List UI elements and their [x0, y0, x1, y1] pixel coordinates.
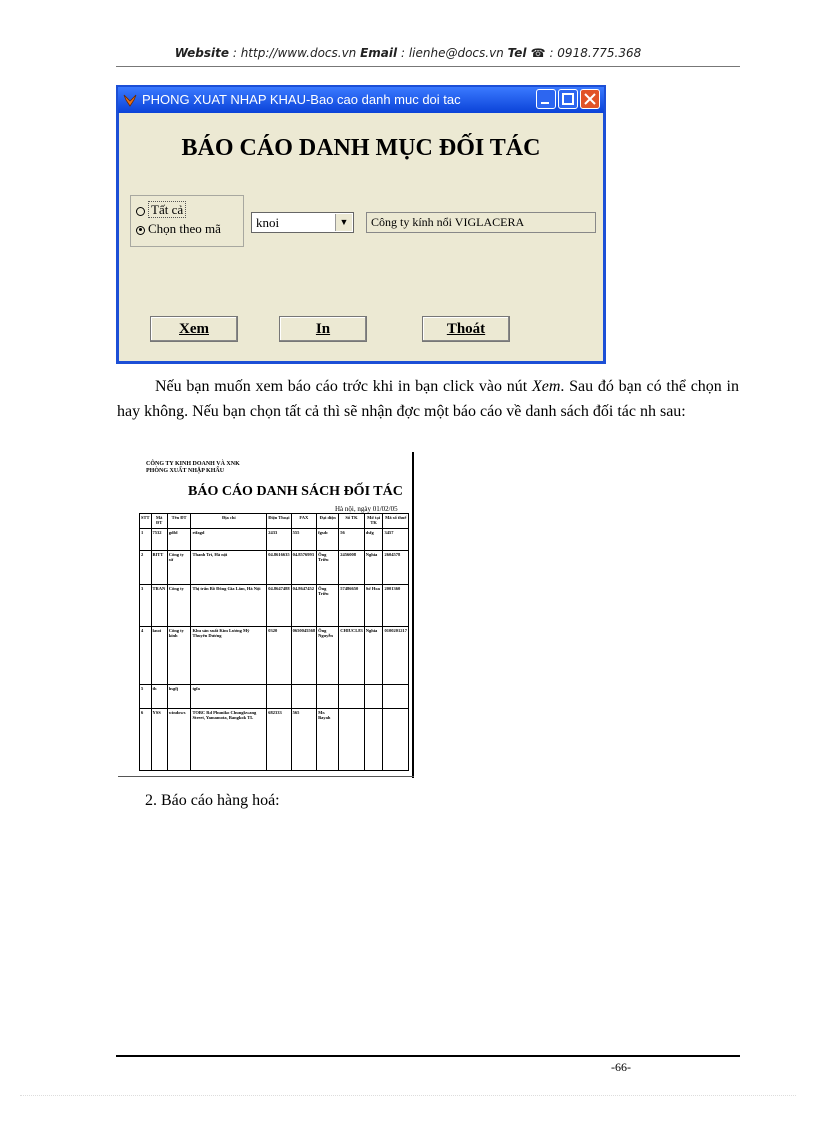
view-button-label: Xem [179, 321, 209, 337]
report-cell: 56 [339, 529, 365, 551]
report-cell: Công ty [167, 585, 191, 627]
phone-icon: ☎ [526, 46, 546, 60]
report-cell: fgsdc [317, 529, 339, 551]
report-cell: 2001360 [383, 585, 409, 627]
report-cell: 04.8616635 [267, 551, 291, 585]
report-cell: 7532 [151, 529, 167, 551]
report-column-header: Số TK [339, 514, 365, 529]
report-cell: 04.8647452 [291, 585, 317, 627]
report-cell: gdfd [167, 529, 191, 551]
partner-code-value: knoi [256, 215, 280, 230]
report-cell [317, 685, 339, 709]
option-by-code[interactable] [136, 221, 221, 237]
report-cell: 0650045568 [291, 627, 317, 685]
window-heading: BÁO CÁO DANH MỤC ĐỐI TÁC [181, 135, 541, 161]
window-title: PHONG XUAT NHAP KHAU-Bao cao danh muc doi tac [142, 92, 461, 107]
report-column-header: Tên ĐT [167, 514, 191, 529]
option-all-label: Tất cả [148, 201, 186, 218]
chevron-down-icon[interactable]: ▼ [335, 214, 352, 231]
page-header [0, 46, 816, 60]
report-cell: 2 [140, 551, 152, 585]
exit-button-label: Thoát [446, 321, 486, 337]
report-table [139, 513, 409, 771]
report-cell: Thanh Trì, Hà nội [191, 551, 267, 585]
report-row [140, 585, 409, 627]
report-cell: Sở Hoa [364, 585, 383, 627]
report-column-header: Điện Thoại [267, 514, 291, 529]
report-cell [364, 709, 383, 771]
report-cell: 04.8576993 [291, 551, 317, 585]
report-cell [339, 709, 365, 771]
report-column-header: Mã ĐT [151, 514, 167, 529]
report-cell: Ông Nguyễn [317, 627, 339, 685]
report-cell [383, 685, 409, 709]
maximize-button[interactable] [558, 89, 578, 109]
radio-by-code[interactable] [136, 226, 145, 235]
report-column-header: Mở tại TK [364, 514, 383, 529]
report-column-header: Địa chỉ [191, 514, 267, 529]
section-heading: 2. Báo cáo hàng hoá: [145, 792, 280, 809]
report-column-header: Mã số thuế [383, 514, 409, 529]
report-cell: 2456008 [339, 551, 365, 585]
report-cell: 4 [140, 627, 152, 685]
partner-code-select[interactable] [251, 212, 354, 233]
website-label: Website [174, 46, 230, 60]
report-cell: 3457 [383, 529, 409, 551]
report-cell: 1 [140, 529, 152, 551]
app-icon [122, 92, 138, 108]
report-cell: Mr. Bayah [317, 709, 339, 771]
exit-button[interactable] [422, 316, 510, 342]
report-row [140, 627, 409, 685]
paragraph-part2: . Sau đó bạn có thể chọn in hay không. Nếu bạn chọn tất cả thì sẽ nhận đợc một báo cáo về danh sách đối tác nh sau: [117, 378, 740, 420]
report-cell: 565 [291, 709, 317, 771]
report-cell: 2433 [267, 529, 291, 551]
report-row [140, 709, 409, 771]
report-cell: YSS [151, 709, 167, 771]
report-cell: Ông Triều [317, 585, 339, 627]
report-cell: dsfg [364, 529, 383, 551]
report-cell: TRAN [151, 585, 167, 627]
report-cell [364, 685, 383, 709]
report-cell: knoi [151, 627, 167, 685]
report-cell: 3 [140, 585, 152, 627]
report-company [146, 461, 240, 475]
report-cell: 6 [140, 709, 152, 771]
page-edge [20, 1095, 796, 1096]
report-cell [383, 709, 409, 771]
report-cell: Nghia [364, 551, 383, 585]
report-header-row [140, 514, 409, 529]
footer-divider [116, 1055, 740, 1057]
email-label: Email [360, 46, 398, 60]
partner-name-field: Công ty kính nổi VIGLACERA [366, 212, 596, 233]
email-value: : lienhe@docs.vn [397, 46, 508, 60]
header-divider [116, 66, 740, 67]
report-cell: Công ty sứ [167, 551, 191, 585]
report-cell: 0100201217 [383, 627, 409, 685]
report-cell: hsgfj [167, 685, 191, 709]
report-cell: 5 [140, 685, 152, 709]
report-date: Hà nội, ngày 01/02/05 [335, 505, 398, 513]
paragraph-part1: Nếu bạn muốn xem báo cáo trớc khi in bạn click vào nút [155, 378, 532, 395]
report-cell: 04.8647488 [267, 585, 291, 627]
close-icon [581, 90, 599, 108]
report-cell: Thị trấn Bồ Đông Gia Lâm, Hà Nội [191, 585, 267, 627]
report-cell: 57486650 [339, 585, 365, 627]
report-cell [291, 685, 317, 709]
report-row [140, 551, 409, 585]
report-column-header: FAX [291, 514, 317, 529]
report-cell: th [151, 685, 167, 709]
report-cell: 2604578 [383, 551, 409, 585]
print-button[interactable] [279, 316, 367, 342]
option-all[interactable] [136, 202, 186, 218]
report-cell: tgfa [191, 685, 267, 709]
minimize-icon [537, 90, 555, 108]
window-titlebar[interactable] [118, 87, 604, 113]
paragraph-xem: Xem [531, 378, 561, 395]
radio-all[interactable] [136, 207, 145, 216]
report-cell: Ông Triều [317, 551, 339, 585]
view-button[interactable] [150, 316, 238, 342]
report-cell: CHIUCL83 [339, 627, 365, 685]
body-paragraph [117, 374, 739, 424]
print-button-label: In [315, 321, 331, 337]
report-cell: 682333 [267, 709, 291, 771]
report-cell: Nghia [364, 627, 383, 685]
report-cell [339, 685, 365, 709]
report-cell: 555 [291, 529, 317, 551]
report-row [140, 529, 409, 551]
minimize-button[interactable] [536, 89, 556, 109]
report-cell: TOBC Rd Phuniko Chungkwang Street, Yamamota, Bangkok TL [191, 709, 267, 771]
report-cell [267, 685, 291, 709]
report-cell: Công ty kính [167, 627, 191, 685]
report-body [140, 529, 409, 771]
report-cell: rtfagd [191, 529, 267, 551]
report-title: BÁO CÁO DANH SÁCH ĐỐI TÁC [188, 484, 403, 499]
report-cell: BITT [151, 551, 167, 585]
report-bottom-border [118, 776, 414, 777]
website-value: : http://www.docs.vn [229, 46, 361, 60]
report-right-border [412, 452, 414, 778]
report-company-line2: PHÒNG XUẤT NHẬP KHẨU [146, 468, 225, 474]
report-company-line1: CÔNG TY KINH DOANH VÀ XNK [146, 461, 240, 467]
report-column-header: STT [140, 514, 152, 529]
report-cell: Khu sản xuất Kim Lương Mỹ Thuyên Dương [191, 627, 267, 685]
report-cell: windows [167, 709, 191, 771]
report-column-header: Đại diện [317, 514, 339, 529]
tel-label: Tel [507, 46, 527, 60]
report-row [140, 685, 409, 709]
page-number: -66- [611, 1060, 631, 1074]
option-by-code-label: Chọn theo mã [148, 221, 221, 236]
close-button[interactable] [580, 89, 600, 109]
tel-value: : 0918.775.368 [545, 46, 642, 60]
maximize-icon [559, 90, 577, 108]
report-cell: 0320 [267, 627, 291, 685]
